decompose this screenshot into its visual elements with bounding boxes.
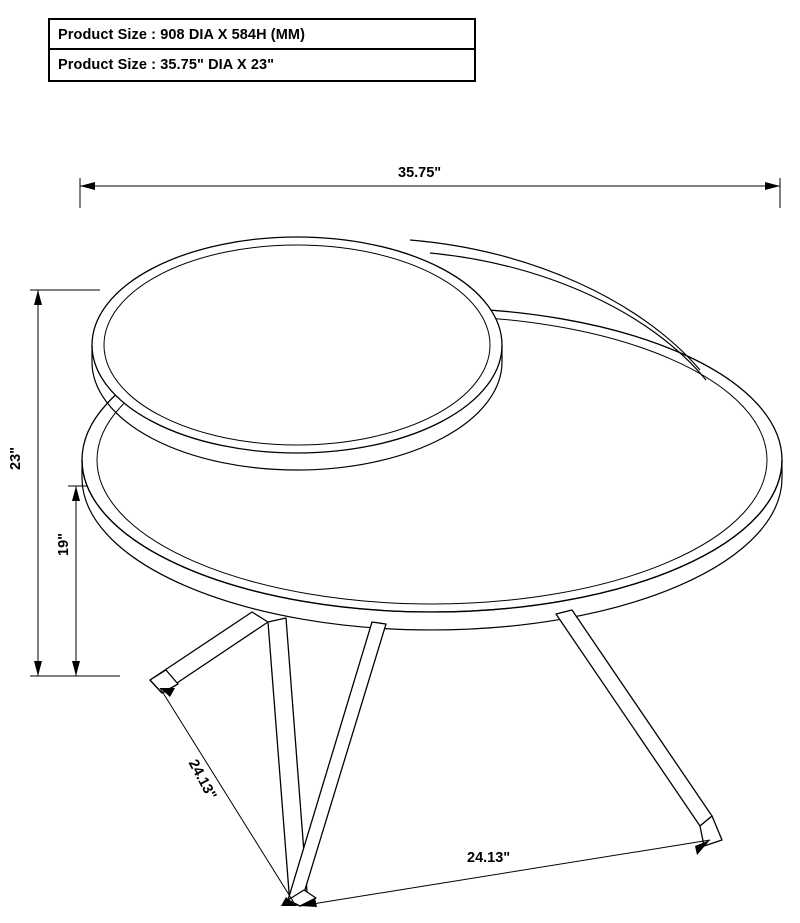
leg-span-left-label: 24.13" — [184, 757, 220, 803]
total-height-dimension-label: 23" — [8, 446, 24, 470]
product-size-row-inch: Product Size : 35.75" DIA X 23" — [58, 57, 275, 73]
product-size-row-mm: Product Size : 908 DIA X 584H (MM) — [50, 20, 474, 50]
width-dimension-label: 35.75" — [398, 165, 442, 181]
leg-span-right-label: 24.13" — [467, 850, 511, 866]
width-dimension-line — [80, 178, 780, 208]
product-size-table — [48, 18, 476, 82]
leg-span-dimension-lines — [160, 688, 710, 907]
lower-height-dimension-label: 19" — [56, 532, 72, 556]
cross-leg-base — [150, 610, 722, 906]
